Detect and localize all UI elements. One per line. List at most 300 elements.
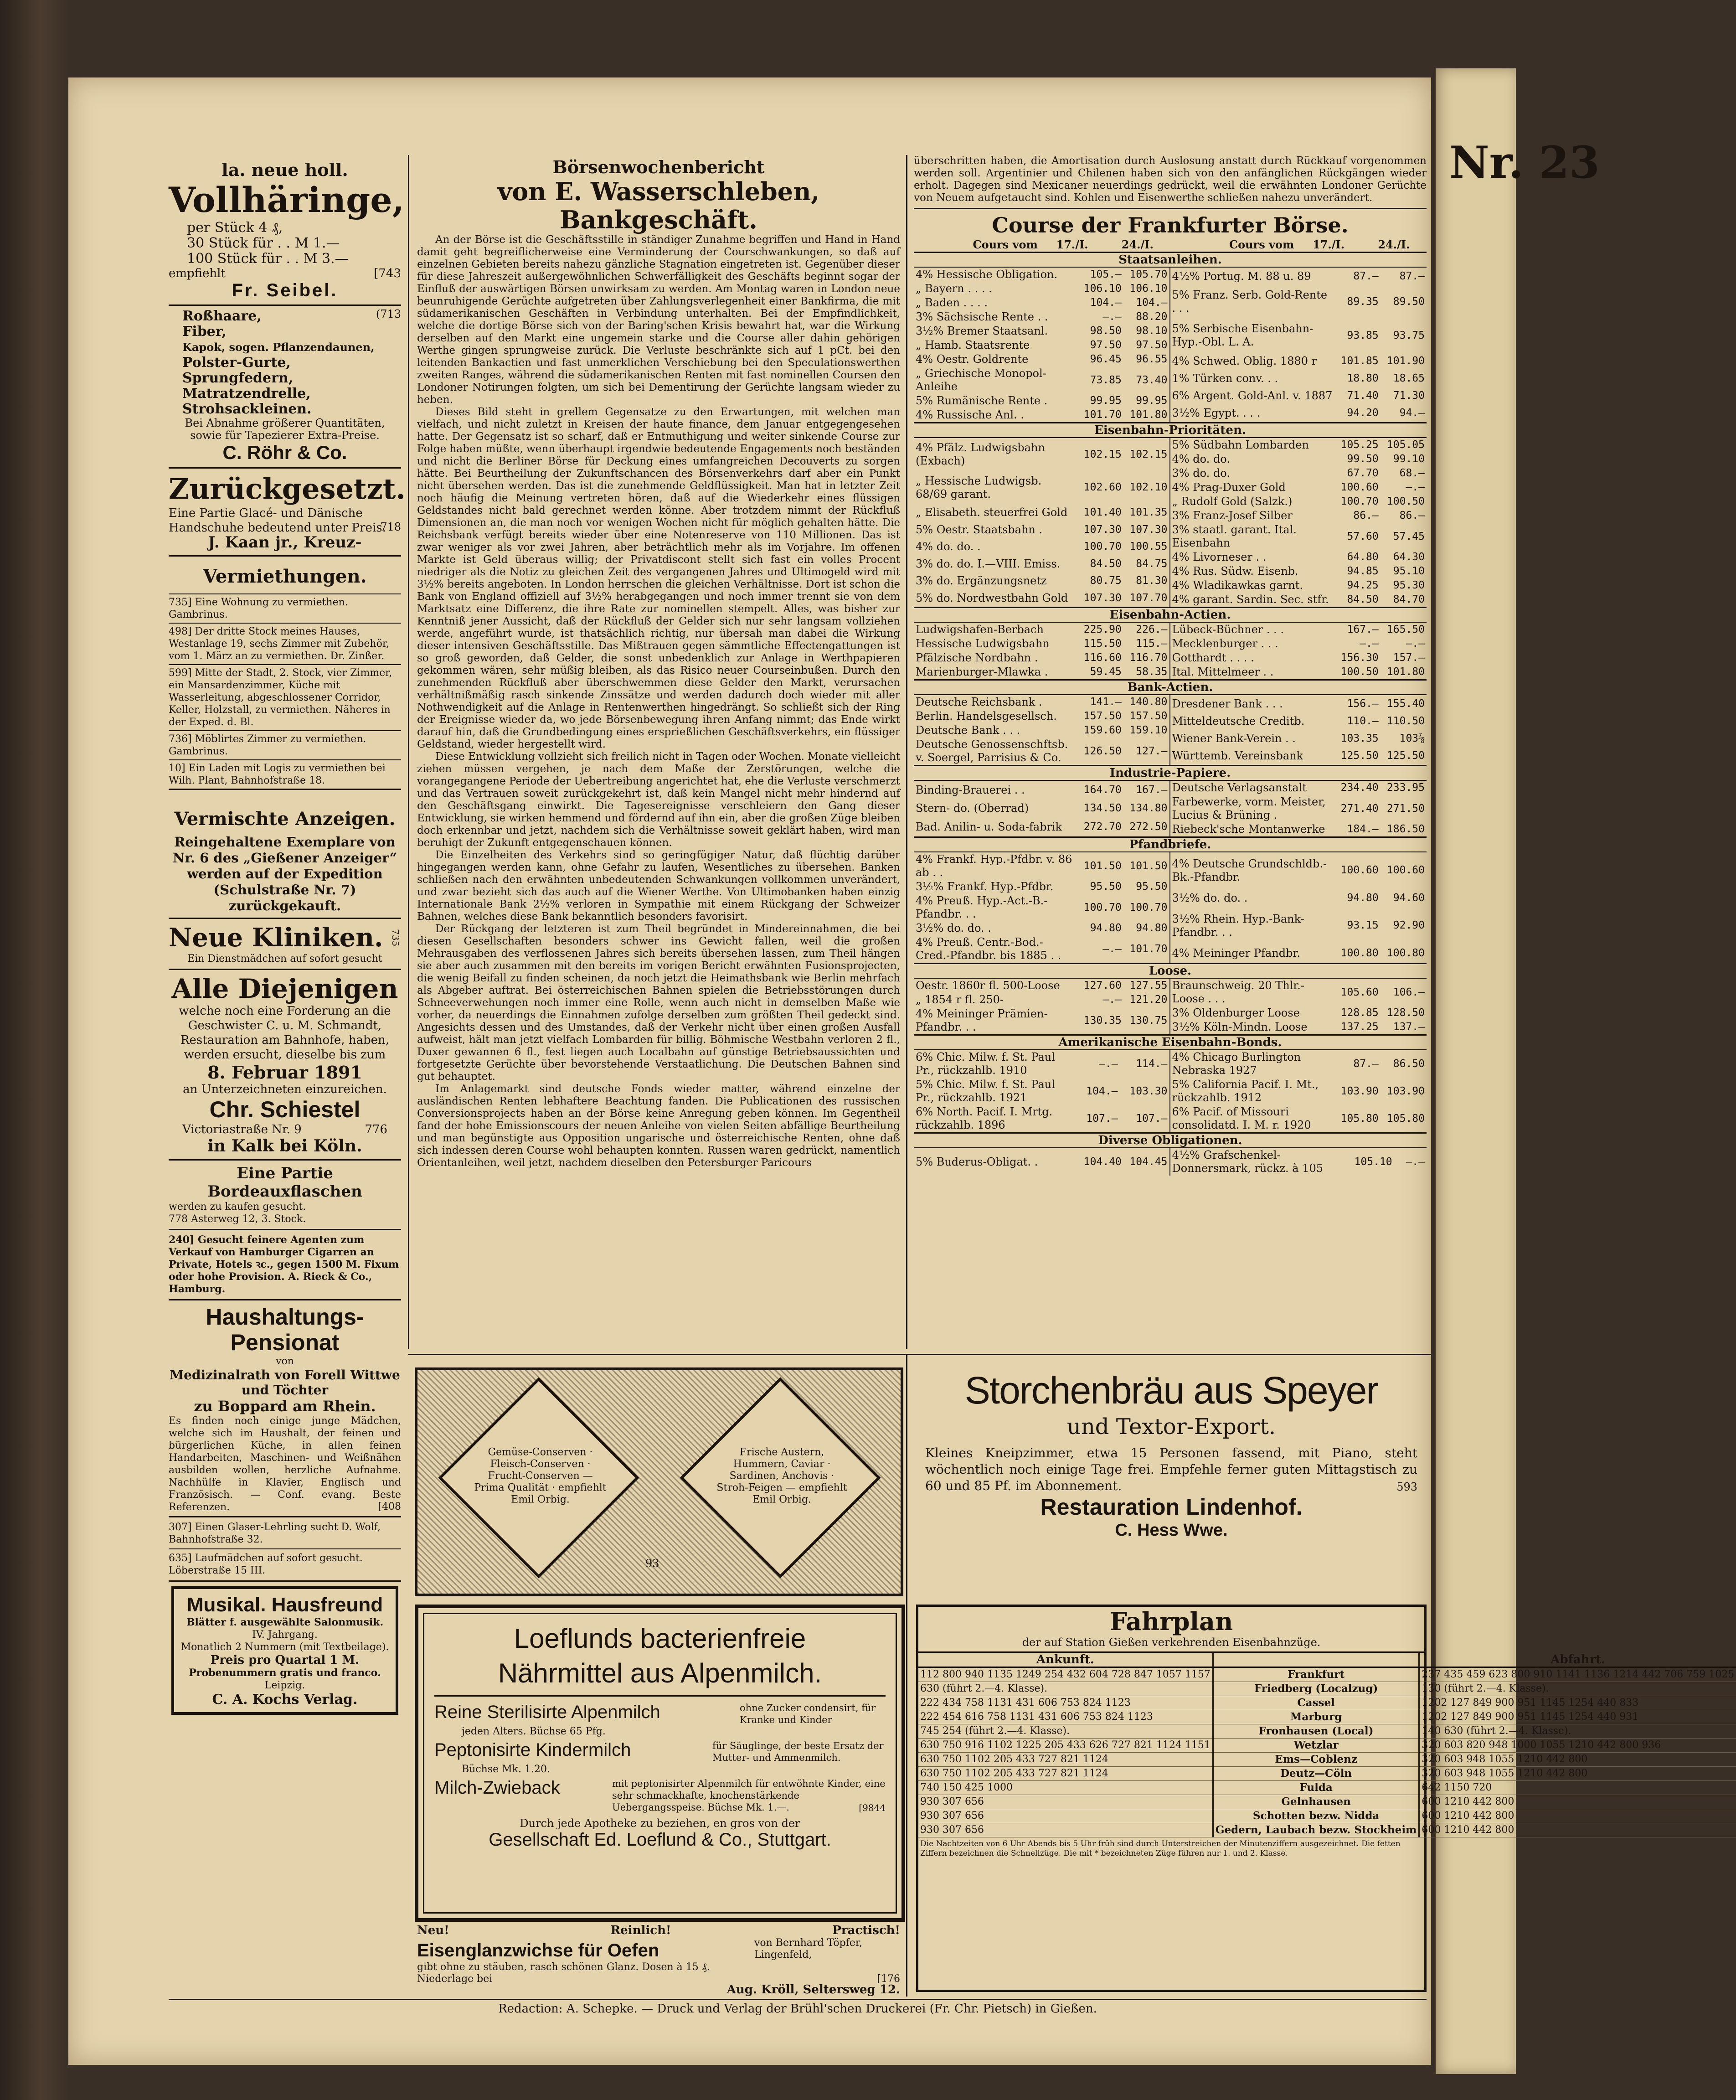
course-jan24: 89.50 — [1393, 295, 1425, 308]
security-name: Wiener Bank-Verein . . — [1172, 732, 1296, 745]
course-jan17: 100.70 — [1083, 901, 1122, 913]
kurse-section-title: Amerikanische Eisenbahn-Bonds. — [914, 1034, 1427, 1050]
course-jan24: 100.70 — [1129, 901, 1168, 913]
security-name: 3½% Bremer Staatsanl. — [916, 325, 1048, 337]
course-jan24: —.— — [1406, 481, 1425, 493]
course-jan17: 130.35 — [1083, 1014, 1122, 1027]
course-jan24: 107.30 — [1129, 523, 1168, 536]
fahrplan-arrivals: 930 307 656 — [918, 1823, 1213, 1837]
kurse-section — [914, 979, 1427, 1034]
security-name: Ludwigshafen-Berbach — [916, 623, 1044, 636]
course-jan24: 105.05 — [1386, 439, 1425, 451]
course-jan24: 100.55 — [1129, 541, 1168, 553]
boersen-paragraph: Dieses Bild steht in grellem Gegensatze zu den Erwartungen, mit welchen man vielfach, und nicht zuletzt in Kreisen der haute finance, dem Januar entgegengesehen hatte. Der Gegensatz ist so scharf, daß er Entmuthigung und weiter sinkende Course zur Folge haben müßte, wenn überhaupt irgendwie bedeutende Engagements noch beständen und nicht die Berliner Börse für Deckung eines umfangreichen Decouverts zu sorgen hätte. Bei Beurtheilung der Zukunftschancen des Börsenverkehrs darf aber ein Punkt nicht übersehen werden. Das ist die zunehmende Geldflüssigkeit. Man hat in letzter Zeit noch häufig die Meinung vertreten hören, daß auf die Wiederkehr eines flüssigen Geldstandes nicht bald gerechnet werden könne. Aber trotzdem nimmt der Rückfluß Dimensionen an, die man noch vor wenigen Wochen nicht für möglich gehalten hätte. Die Reichsbank verfügt bereits wieder über eine Notenreserve von 110 Millionen. Das ist zwar weniger als vor zwei Jahren, aber beträchtlich mehr als im Vorjahre. Im offenen Markte ist Geld überaus willig; der Privatdiscont stellt sich fast ein volles Procent niedriger als die Notiz zu gleichen Zeit des vergangenen Jahres und Ultimogeld wird mit 3½% bereits angeboten. In London herrschen die gleichen Verhältnisse. Dort ist schon die Bank von England offiziell auf 3½% herabgegangen und noch immer trennt sie von dem Marktsatz eine Differenz, die ihre Rate zur nominellen stempelt. Alles, was bisher zur Kenntniß jener Aussicht, daß der Rückfluß der Gelder sich nur sehr langsam vollziehen werde, angeführt wurde, ist thatsächlich richtig, nur übersah man dabei die Wirkung dieser intensiven Geschäftsstille. Das Mißtrauen gegen sämmtliche Effectengattungen ist so groß geworden, daß Gelder, die sonst unbedenklich zur Anlage in Werthpapieren gekommen wären, sehr müßig bleiben, als das Risico neuer Courseinbußen. Durch den zunehmenden Rückfluß aber überschwemmen diese Gelder den Markt, verursachen verhältnißmäßig rasch sinkende Zinssätze und werden dadurch doch wieder mit aller Nothwendigkeit auf die Anlage in Rentenwerthen hingedrängt. So schließt sich der Ring der Ereignisse wieder da, wo jede Börsenbewegung ihren Anfang nimmt; das Ende wirkt darauf hin, daß die Grundbedingung eines ersprießlichen Geschäftsverkehrs, ein flüssiger Geldstand, wieder hergestellt wird. — [417, 406, 900, 750]
course-jan24: 18.65 — [1393, 372, 1425, 384]
course-jan24: 157.50 — [1129, 710, 1168, 722]
vermischte-title: Vermischte Anzeigen. — [174, 808, 396, 830]
alle-text2: an Unterzeichneten einzureichen. — [183, 1083, 387, 1096]
kurse-row — [1170, 781, 1427, 795]
kurse-column — [914, 155, 1427, 1349]
kurse-row — [1170, 979, 1427, 1006]
fahrplan-departures: 320 603 820 948 1000 1055 1210 442 800 936 — [1419, 1739, 1736, 1753]
security-name: 6% Pacif. of Missouri consolidatd. I. M. r. 1920 — [1172, 1105, 1311, 1131]
kurse-row — [1170, 593, 1427, 607]
kurse-row — [914, 408, 1170, 422]
course-jan17: 97.50 — [1090, 339, 1122, 351]
herring-price-line: per Stück 4 ₰, — [187, 220, 283, 236]
herring-price-line: 100 Stück für . . M 3.— — [187, 251, 349, 267]
course-jan24: 128.50 — [1386, 1007, 1425, 1019]
loeflund-ad-no: [9844 — [859, 1802, 886, 1813]
kurse-row — [914, 338, 1170, 352]
security-name: Gotthardt . . . . — [1172, 651, 1254, 664]
boersen-paragraph: Der Rückgang der letzteren ist zum Theil begründet in Mindereinnahmen, die bei diesen Gesellschaften besonders schwer ins Gewicht fallen, weil die großen Mehrausgaben des verflossenen Jahres sich bereits übersehen lassen, zum Theil hängen sie aber auch zusammen mit den bereits im vorigen Bericht erwähnten Fusionsprojecten, die wenig Beifall zu finden scheinen, da noch jetzt die Heimathsbank wie Berlin mehrfach als Abgeber auftrat. Bei österreichischen Bahnen spielen die Betriebsstörungen durch Schneeverwehungen noch immer eine Rolle, wenn auch nicht in demselben Maße wie vorher, da neuerdings die Einnahmen zufolge derselben zum größten Theil gedeckt sind. Angesichts dessen und des Umstandes, daß der Verkehr nicht über einen großen Ausfall aufweist, hält man jetzt vielfach Lombarden für billig. Böhmische Westbahn verloren 2 fl., Duxer gewannen 6 fl., fest liegen auch Localbahn auf günstige Betriebsaussichten und fortgesetzte Gerüchte über bevorstehende Verstaatlichung. Die Deutschen Bahnen sind gut behauptet. — [417, 923, 900, 1083]
rohr-item: Matratzendrelle, — [182, 386, 311, 402]
fahrplan-row — [918, 1767, 1736, 1781]
storchen-ad-no: 593 — [1396, 1481, 1417, 1493]
course-jan24: 99.95 — [1136, 395, 1168, 407]
kliniken-text: Ein Dienstmädchen auf sofort gesucht — [187, 953, 382, 965]
fahrplan-station: Fulda — [1213, 1781, 1419, 1795]
kurse-row — [914, 665, 1170, 679]
security-name: „ Elisabeth. steuerfrei Gold — [916, 506, 1068, 519]
alle-title: Alle Diejenigen — [171, 973, 398, 1004]
kurse-section-title: Staatsanleihen. — [914, 252, 1427, 268]
security-name: „ Griechische Monopol-Anleihe — [916, 367, 1046, 393]
course-jan24: 100.60 — [1386, 864, 1425, 877]
course-jan24: 137.— — [1393, 1021, 1425, 1033]
kurse-row — [914, 800, 1170, 818]
eisen-title: Eisenglanzwichse für Oefen — [417, 1940, 659, 1961]
kurse-row — [1170, 1078, 1427, 1105]
footer-rule — [169, 1999, 1427, 2000]
course-jan17: 87.— — [1353, 1058, 1379, 1070]
fahrplan-row — [918, 1781, 1736, 1795]
fahrplan-station: Ems—Coblenz — [1213, 1753, 1419, 1767]
rohr-item: Fiber, — [182, 324, 227, 340]
course-jan17: 96.45 — [1090, 353, 1122, 365]
bordeaux-text: werden zu kaufen gesucht. — [169, 1201, 306, 1213]
kurse-row — [914, 921, 1170, 935]
boersen-head2: von E. Wasserschleben, Bankgeschäft. — [497, 177, 820, 234]
kurse-row — [1170, 730, 1427, 748]
vermiethung-ad: 599] Mitte der Stadt, 2. Stock, vier Zimmer, ein Mansardenzimmer, Küche mit Wasserleitung, abgeschlossener Corridor, Keller, Holzstall, zu vermiethen. Näheres in der Exped. d. Bl. — [169, 665, 401, 731]
security-name: „ Rudolf Gold (Salzk.) — [1172, 495, 1293, 508]
security-name: 4½% Portug. M. 88 u. 89 — [1172, 269, 1311, 283]
kurse-row — [1170, 748, 1427, 765]
kurse-row — [914, 310, 1170, 324]
kurse-row — [914, 818, 1170, 836]
course-jan24: 94.— — [1399, 407, 1425, 419]
course-jan24: 84.75 — [1136, 557, 1168, 570]
course-jan24: 121.20 — [1129, 994, 1168, 1006]
security-name: 3% do. do. — [1172, 467, 1230, 480]
alle-text: welche noch eine Forderung an die Geschwister C. u. M. Schmandt, Restauration am Bahnhofe, haben, werden ersucht, dieselbe bis zum — [179, 1004, 391, 1062]
kurse-row — [1170, 1050, 1427, 1078]
course-jan17: 100.70 — [1083, 541, 1122, 553]
zurueck-firm: J. Kaan jr., Kreuz- — [208, 533, 362, 552]
kurse-row — [1170, 405, 1427, 422]
fahrplan-arrivals: 112 800 940 1135 1249 254 432 604 728 847 1057 1157 — [918, 1667, 1213, 1682]
course-jan17: 87.— — [1353, 270, 1379, 282]
fahrplan-arrivals: 630 750 1102 205 433 727 821 1124 — [918, 1753, 1213, 1767]
kurse-row — [914, 651, 1170, 665]
loeflund-title-1: Loeflunds bacterienfreie — [514, 1623, 806, 1654]
adjacent-page-number: Nr. 23 — [1449, 137, 1600, 188]
column-rule-3 — [906, 1354, 907, 1997]
course-jan17: 105.25 — [1340, 439, 1379, 451]
security-name: 4% Pfälz. Ludwigsbahn (Exbach) — [916, 441, 1045, 468]
course-jan24: 103⅞ — [1399, 733, 1425, 745]
haushalt-text: Es finden noch einige junge Mädchen, welche sich im Haushalt, der feinen und bürgerlichen Küche, in allen feinen Handarbeiten, Maschinen- und Weißnähen ausbilden wollen, herzliche Aufnahme. Nachhülfe in Klavier, Englisch und Französisch. — Conf. evang. Beste Referenzen. — [169, 1415, 401, 1513]
kurse-section — [914, 695, 1427, 765]
security-name: 5% Serbische Eisenbahn-Hyp.-Obl. L. A. — [1172, 322, 1314, 349]
security-name: Braunschweig. 20 Thlr.-Loose . . . — [1172, 979, 1304, 1005]
kurse-header-date2: 24./I. — [1378, 238, 1410, 251]
security-name: 5% Buderus-Obligat. . — [916, 1155, 1038, 1168]
course-jan17: 107.— — [1086, 1112, 1118, 1125]
security-name: Oestr. 1860r fl. 500-Loose — [916, 979, 1060, 992]
kurse-title: Course der Frankfurter Börse. — [992, 213, 1349, 237]
security-name: Berlin. Handelsgesellsch. — [916, 710, 1057, 722]
kurse-section — [914, 438, 1427, 607]
course-jan24: 57.45 — [1393, 530, 1425, 542]
course-jan24: 134.80 — [1129, 802, 1168, 815]
kurse-header-date2: 24./I. — [1121, 238, 1154, 251]
kurse-row — [914, 738, 1170, 765]
haushalt-ad-no: [408 — [378, 1501, 401, 1512]
kurse-row — [1170, 889, 1427, 908]
course-jan17: 157.50 — [1083, 710, 1122, 722]
loeflund-alpenmilch: Reine Sterilisirte Alpenmilch — [434, 1702, 660, 1722]
security-name: 4% Chicago Burlington Nebraska 1927 — [1172, 1051, 1301, 1077]
security-name: 4% Hessische Obligation. — [916, 268, 1058, 281]
kurse-row — [1170, 370, 1427, 387]
course-jan17: —.— — [1099, 1058, 1118, 1070]
security-name: Deutsche Reichsbank . — [916, 696, 1042, 708]
security-name: Lübeck-Büchner . . . — [1172, 623, 1284, 636]
kurse-section — [914, 852, 1427, 963]
course-jan17: 104.— — [1090, 297, 1122, 309]
fahrplan-row — [918, 1710, 1736, 1724]
security-name: 3% staatl. garant. Ital. Eisenbahn — [1172, 523, 1297, 549]
security-name: 4% Prag-Duxer Gold — [1172, 481, 1286, 494]
security-name: 4% Deutsche Grundschldb.-Bk.-Pfandbr. — [1172, 857, 1327, 883]
kurse-header-cours: Cours vom — [973, 238, 1038, 251]
course-jan24: 101.90 — [1386, 355, 1425, 367]
fahrplan-departures: 600 1210 442 800 — [1419, 1809, 1736, 1823]
course-jan24: 86.— — [1399, 510, 1425, 521]
course-jan17: 105.60 — [1340, 986, 1379, 998]
security-name: „ Hessische Ludwigsb. 68/69 garant. — [916, 474, 1042, 500]
fahrplan-departures: 140 630 (führt 2.—4. Klasse). — [1419, 1724, 1736, 1739]
kurse-row — [1170, 712, 1427, 730]
course-jan24: 95.50 — [1136, 881, 1168, 893]
boersen-paragraph: Diese Entwicklung vollzieht sich freilich nicht in Tagen oder Wochen. Monate vielleicht ziehen müssen vergehen, je nach dem Maße der Zerstörungen, welche die vorangegangene Periode der Uebertreibung angerichtet hat, ehe die Verluste verschmerzt und das Vertrauen soweit zurückgekehrt ist, daß kein Mangel nicht mehr hindernd auf den Geschäftsgang einwirkt. Die Tagesereignisse verschleiern den Gang dieser Entwicklung, sie wirken hemmend und fördernd auf ihn ein, aber die großen Züge bleiben doch erkennbar und jetzt, nachdem sich die Verhältnisse soweit geklärt haben, wird man beruhigt der Zukunft entgegenschauen können. — [417, 751, 900, 849]
kurse-row — [914, 521, 1170, 538]
zurueck-ad-no: 718 — [380, 521, 401, 533]
bordeaux-title: Eine Partie Bordeauxflaschen — [207, 1164, 362, 1201]
haushalt-title-1: Haushaltungs- — [206, 1304, 364, 1330]
eisen-text: gibt ohne zu stäuben, rasch schönen Glanz. Dosen à 15 ₰. — [417, 1961, 710, 1973]
fahrplan-station: Frankfurt — [1213, 1667, 1419, 1682]
kurse-row — [914, 1105, 1170, 1132]
course-jan17: 101.70 — [1083, 409, 1122, 421]
musikal-text: Monatlich 2 Nummern (mit Textbeilage). — [180, 1641, 389, 1653]
fahrplan-row — [918, 1809, 1736, 1823]
kurse-section-title: Loose. — [914, 963, 1427, 979]
kurse-row — [914, 1050, 1170, 1078]
imprint-footer: Redaction: A. Schepke. — Druck und Verlag der Brühl'schen Druckerei (Fr. Chr. Pietsch) in Gießen. — [498, 2002, 1097, 2016]
fahrplan-departures: 237 435 459 623 800 910 1141 1136 1214 442 706 759 1025 — [1419, 1667, 1736, 1682]
eisen-firm: Aug. Kröll, Seltersweg 12. — [726, 1983, 900, 1997]
security-name: 4% Preuß. Hyp.-Act.-B.-Pfandbr. . . — [916, 894, 1048, 920]
course-jan24: 97.50 — [1136, 339, 1168, 351]
loeflund-alpenmilch-price: jeden Alters. Büchse 65 Pfg. — [462, 1726, 606, 1737]
kurse-row — [914, 556, 1170, 573]
kurse-row — [914, 993, 1170, 1007]
security-name: 4½% Grafschenkel-Donnersmark, rückz. à 105 — [1172, 1149, 1323, 1175]
course-jan24: 127.55 — [1129, 980, 1168, 991]
course-jan17: 94.25 — [1347, 579, 1379, 591]
fahrplan-arrivals: 630 750 1102 205 433 727 821 1124 — [918, 1767, 1213, 1781]
course-jan17: 167.— — [1347, 624, 1379, 635]
fahrplan-row — [918, 1724, 1736, 1739]
course-jan24: 94.80 — [1136, 922, 1168, 934]
course-jan17: 59.45 — [1090, 666, 1122, 678]
bordeaux-address: 778 Asterweg 12, 3. Stock. — [169, 1213, 306, 1225]
fahrplan-row — [918, 1823, 1736, 1837]
zurueck-text: Eine Partie Glacé- und Dänische Handschuhe bedeutend unter Preis. — [169, 506, 386, 535]
fahrplan-sub: der auf Station Gießen verkehrenden Eisenbahnzüge. — [918, 1636, 1424, 1653]
course-jan24: 107.— — [1136, 1112, 1168, 1125]
kurse-row — [1170, 852, 1427, 889]
course-jan17: 100.50 — [1340, 666, 1379, 678]
kurse-row — [1170, 466, 1427, 480]
storchen-firm: Restauration Lindenhof. — [1040, 1494, 1303, 1520]
course-jan17: 225.90 — [1083, 624, 1122, 635]
course-jan24: 73.40 — [1136, 374, 1168, 386]
fahrplan-abfahrt-header: Abfahrt. — [1419, 1653, 1736, 1667]
course-jan17: 102.60 — [1083, 481, 1122, 494]
eisen-neu: Neu! — [417, 1924, 449, 1937]
course-jan24: 102.10 — [1129, 481, 1168, 494]
kurse-row — [1170, 550, 1427, 564]
course-jan24: 159.10 — [1129, 724, 1168, 736]
course-jan17: 73.85 — [1090, 374, 1122, 386]
loeflund-bezug: Durch jede Apotheke zu beziehen, en gros von der — [520, 1817, 800, 1830]
kurse-row — [914, 979, 1170, 993]
fahrplan-departures: 600 1210 442 800 — [1419, 1823, 1736, 1837]
course-jan17: 100.60 — [1340, 481, 1379, 493]
kurse-row — [1170, 523, 1427, 550]
course-jan17: 94.80 — [1090, 922, 1122, 934]
security-name: 4% Frankf. Hyp.-Pfdbr. v. 86 ab . . — [916, 853, 1072, 879]
course-jan24: 100.80 — [1386, 947, 1425, 959]
course-jan24: 105.80 — [1386, 1112, 1425, 1125]
zurueck-title: Zurückgesetzt. — [169, 472, 406, 506]
kurse-row — [1170, 651, 1427, 665]
course-jan17: 89.35 — [1347, 295, 1379, 308]
kurse-section-title: Industrie-Papiere. — [914, 765, 1427, 781]
kurse-row — [914, 1148, 1170, 1176]
kurse-row — [914, 709, 1170, 723]
security-name: 4% Livorneser . . — [1172, 551, 1267, 563]
kurse-section — [914, 623, 1427, 679]
herring-prices — [169, 220, 401, 267]
kurse-row — [1170, 1148, 1427, 1176]
fahrplan-arrivals: 222 434 758 1131 431 606 753 824 1123 — [918, 1696, 1213, 1710]
kurse-row — [914, 623, 1170, 637]
rohr-item: Sprungfedern, — [182, 370, 294, 386]
herring-price-line: 30 Stück für . . M 1.— — [187, 235, 340, 251]
course-jan17: 80.75 — [1090, 575, 1122, 587]
security-name: 3½% Egypt. . . . — [1172, 407, 1261, 420]
kurse-row — [1170, 495, 1427, 509]
herring-top: la. neue holl. — [222, 160, 348, 180]
fahrplan-station: Schotten bezw. Nidda — [1213, 1809, 1419, 1823]
kurse-section-title: Eisenbahn-Prioritäten. — [914, 422, 1427, 438]
fahrplan-departures: 1202 127 849 900 951 1145 1254 440 931 — [1419, 1710, 1736, 1724]
course-jan17: 125.50 — [1340, 750, 1379, 762]
course-jan17: 71.40 — [1347, 390, 1379, 402]
security-name: 4% do. do. . — [916, 540, 981, 553]
security-name: 3½% do. do. . — [916, 922, 991, 934]
kurse-row — [914, 637, 1170, 651]
security-name: Dresdener Bank . . . — [1172, 697, 1283, 710]
course-jan17: 93.85 — [1347, 329, 1379, 341]
kurse-row — [914, 695, 1170, 709]
kurse-header-date1: 17./I. — [1056, 238, 1088, 251]
course-jan24: 157.— — [1393, 652, 1425, 664]
course-jan24: —.— — [1406, 638, 1425, 650]
boersen-head1: Börsenwochenbericht — [552, 157, 765, 177]
course-jan24: 95.10 — [1393, 565, 1425, 577]
fahrplan-departures: 1202 127 849 900 951 1145 1254 440 833 — [1419, 1696, 1736, 1710]
orbig-left-text: Gemüse-Conserven · Fleisch-Conserven · Frucht-Conserven — Prima Qualität · empfiehlt Emil Orbig. — [474, 1446, 607, 1506]
herring-seller: Fr. Seibel. — [232, 280, 338, 300]
course-jan17: 128.85 — [1340, 1007, 1379, 1019]
course-jan24: 127.— — [1136, 745, 1168, 757]
security-name: 5% do. Nordwestbahn Gold — [916, 591, 1068, 604]
security-name: „ 1854 r fl. 250- — [916, 993, 1004, 1006]
boersenbericht-column — [417, 155, 900, 1345]
security-name: 4% Meininger Pfandbr. — [1172, 946, 1300, 960]
fahrplan-note: Die Nachtzeiten von 6 Uhr Abends bis 5 Uhr früh sind durch Unterstreichen der Minutenziffern ausgezeichnet. Die fetten Ziffern bezeichnen die Schnellzüge. Die mit * bezeichneten Züge führen nur 1. und 2. Klasse. — [920, 1839, 1401, 1858]
kurse-row — [914, 352, 1170, 366]
kurse-row — [914, 894, 1170, 921]
loeflund-title-2: Nährmittel aus Alpenmilch. — [434, 1656, 886, 1697]
course-jan24: 186.50 — [1386, 823, 1425, 835]
kurse-row — [1170, 665, 1427, 679]
fahrplan-table — [918, 1653, 1736, 1837]
security-name: „ Hamb. Staatsrente — [916, 339, 1030, 351]
course-jan24: 115.— — [1136, 638, 1168, 650]
orbig-ad — [415, 1367, 903, 1596]
security-name: 6% Chic. Milw. f. St. Paul Pr., rückzahlb. 1910 — [916, 1051, 1055, 1077]
security-name: Stern- do. (Oberrad) — [916, 802, 1029, 815]
course-jan17: 93.15 — [1347, 919, 1379, 932]
fahrplan-departures: 130 (führt 2.—4. Klasse). — [1419, 1682, 1736, 1696]
alle-address: Victoriastraße Nr. 9 — [182, 1123, 302, 1136]
kurse-section — [914, 781, 1427, 836]
storchen-title: Storchenbräu aus Speyer — [964, 1369, 1378, 1412]
fahrplan-row — [918, 1753, 1736, 1767]
course-jan24: 58.35 — [1136, 666, 1168, 678]
musikal-price: Preis pro Quartal 1 M. — [210, 1653, 360, 1667]
course-jan17: 105.— — [1090, 268, 1122, 280]
security-name: Ital. Mittelmeer . . — [1172, 666, 1274, 678]
security-name: 4% Preuß. Centr.-Bod.-Cred.-Pfandbr. bis 1885 . . — [916, 936, 1061, 962]
course-jan17: 94.80 — [1347, 892, 1379, 904]
fahrplan-row — [918, 1795, 1736, 1809]
course-jan24: 81.30 — [1136, 575, 1168, 587]
fahrplan-station: Deutz—Cöln — [1213, 1767, 1419, 1781]
security-name: 3% Oldenburger Loose — [1172, 1006, 1300, 1019]
kurse-row — [914, 366, 1170, 394]
course-jan24: 140.80 — [1129, 696, 1168, 708]
kurse-row — [1170, 908, 1427, 944]
kurse-header-row — [914, 237, 1427, 252]
course-jan17: 101.40 — [1083, 506, 1122, 519]
course-jan17: 107.30 — [1083, 592, 1122, 604]
herring-title: Vollhäringe, — [169, 180, 405, 220]
boersen-paragraph: An der Börse ist die Geschäftsstille in ständiger Zunahme begriffen und Hand in Hand damit geht begreiflicherweise eine Verminderung der Courschwankungen, so daß auf einzelnen Gebieten bereits nahezu gänzliche Stagnation eingetreten ist. Gegenüber dieser für diese Jahreszeit außergewöhnlichen Schwerfälligkeit des Geschäfts beginnt sogar der Einfluß der auswärtigen Börsen unwirksam zu werden. Am Montag waren in London neue beunruhigende Gerüchte aufgetreten über Zahlungsverlegenheit einer Bankfirma, die mit südamerikanischen Geschäften in Verbindung unterhalten. Bei der Empfindlichkeit, welche die dortige Börse sich von der Baring'schen Krisis bewahrt hat, war die Wirkung derselben auf den Markt eine ungemein starke und die Course aller dahin gehörigen Werthe gingen sprungweise zurück. Die Verluste beschränkte sich auf 1 pCt. bei den leitenden Bankactien und fast unmerklichen Verschiebung bei den Speculationswerthen zweiten Ranges, während die südamerikanischen Renten mit fast nominellen Coursen den Londoner Notirungen folgten, um sich bei Dementirung der Gerüchte langsam wieder zu heben. — [417, 234, 900, 406]
fahrplan-arrivals: 222 454 616 758 1131 431 606 753 824 1123 — [918, 1710, 1213, 1724]
vermiethung-ad: 735] Eine Wohnung zu vermiethen. Gambrinus. — [169, 594, 401, 624]
course-jan24: 100.50 — [1386, 495, 1425, 507]
kurse-row — [914, 781, 1170, 800]
course-jan17: 137.25 — [1340, 1021, 1379, 1033]
loeflund-kindermilch: Peptonisirte Kindermilch — [434, 1740, 631, 1760]
course-jan17: 94.20 — [1347, 407, 1379, 419]
course-jan17: 98.50 — [1090, 325, 1122, 337]
section-rule — [408, 1354, 1431, 1355]
orbig-ad-no: 93 — [645, 1557, 659, 1570]
security-name: 5% California Pacif. I. Mt., rückzahlb. 1912 — [1172, 1078, 1319, 1104]
kurse-row — [914, 589, 1170, 607]
loeflund-kindermilch-desc: für Säuglinge, der beste Ersatz der Mutter- und Ammenmilch. — [712, 1740, 884, 1763]
security-name: 4% Oestr. Goldrente — [916, 353, 1029, 366]
course-jan24: 96.55 — [1136, 353, 1168, 365]
course-jan17: 104.40 — [1083, 1156, 1122, 1168]
course-jan17: 67.70 — [1347, 467, 1379, 479]
security-name: 4% Schwed. Oblig. 1880 r — [1172, 354, 1317, 367]
course-jan24: 104.— — [1136, 297, 1168, 309]
course-jan17: —.— — [1102, 943, 1122, 955]
course-jan17: 18.80 — [1347, 372, 1379, 384]
course-jan17: 106.10 — [1083, 283, 1122, 294]
kurse-header-cours: Cours vom — [1229, 238, 1294, 251]
fahrplan-station: Marburg — [1213, 1710, 1419, 1724]
course-jan24: 71.30 — [1393, 390, 1425, 402]
kurse-row — [914, 573, 1170, 589]
course-jan24: 101.80 — [1129, 409, 1168, 421]
course-jan17: —.— — [1102, 311, 1122, 323]
security-name: Mitteldeutsche Creditb. — [1172, 714, 1305, 728]
column-rule-1 — [408, 155, 409, 1349]
herring-ad-no: [743 — [374, 267, 401, 280]
musikal-ad — [171, 1586, 398, 1715]
course-jan17: 100.70 — [1340, 495, 1379, 507]
course-jan24: 165.50 — [1386, 624, 1425, 635]
course-jan24: 114.— — [1136, 1058, 1168, 1070]
loeflund-kindermilch-price: Büchse Mk. 1.20. — [462, 1764, 550, 1775]
fahrplan-title: Fahrplan — [1109, 1607, 1233, 1636]
security-name: Hessische Ludwigsbahn — [916, 637, 1050, 650]
course-jan24: 116.70 — [1129, 652, 1168, 664]
rohr-item: Polster-Gurte, — [182, 355, 291, 371]
